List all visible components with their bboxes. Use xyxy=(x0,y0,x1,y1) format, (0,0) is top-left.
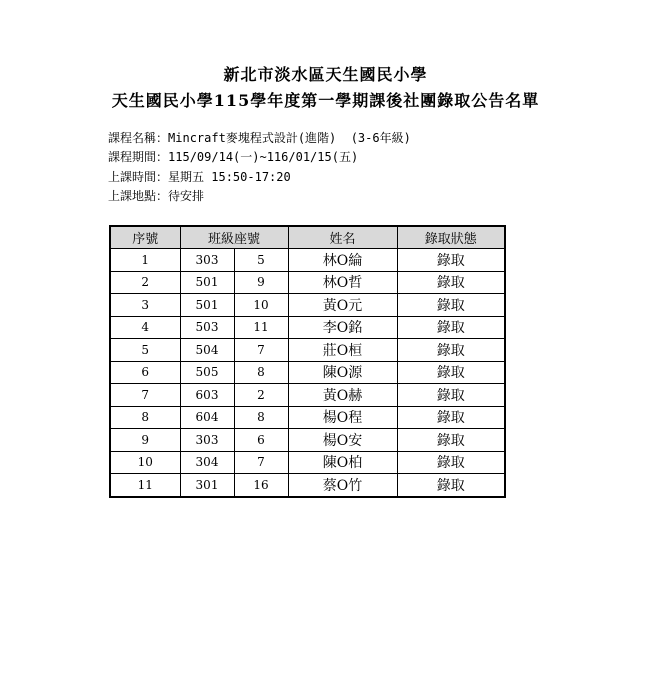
course-name-row xyxy=(108,129,411,148)
cell-seat: 8 xyxy=(234,406,288,429)
cell-status: 錄取 xyxy=(397,361,505,384)
table-row xyxy=(110,451,505,474)
course-period-value: 115/09/14(一)~116/01/15(五) xyxy=(168,150,359,165)
cell-seq: 3 xyxy=(110,294,180,317)
cell-status: 錄取 xyxy=(397,294,505,317)
class-location-value: 待安排 xyxy=(168,188,205,203)
cell-seat: 7 xyxy=(234,339,288,362)
header-class-seat: 班級座號 xyxy=(180,226,288,249)
cell-seq: 6 xyxy=(110,361,180,384)
cell-seat: 11 xyxy=(234,316,288,339)
header-name: 姓名 xyxy=(288,226,397,249)
cell-class: 501 xyxy=(180,294,234,317)
cell-name: 李O銘 xyxy=(288,316,397,339)
cell-name: 楊O安 xyxy=(288,429,397,452)
class-time-value: 星期五 15:50-17:20 xyxy=(168,169,291,184)
cell-status: 錄取 xyxy=(397,406,505,429)
table-row xyxy=(110,294,505,317)
cell-seat: 10 xyxy=(234,294,288,317)
table-row xyxy=(110,271,505,294)
table-row xyxy=(110,361,505,384)
class-time-label: 上課時間： xyxy=(108,169,169,184)
table-row xyxy=(110,316,505,339)
table-row xyxy=(110,384,505,407)
table-row xyxy=(110,474,505,497)
course-period-row xyxy=(108,148,411,167)
cell-seat: 6 xyxy=(234,429,288,452)
announcement-title: 天生國民小學115學年度第一學期課後社團錄取公告名單 xyxy=(111,91,540,110)
cell-seq: 9 xyxy=(110,429,180,452)
cell-status: 錄取 xyxy=(397,316,505,339)
cell-seq: 8 xyxy=(110,406,180,429)
course-name-value: Mincraft麥塊程式設計(進階) (3-6年級) xyxy=(168,131,411,145)
cell-seq: 11 xyxy=(110,474,180,497)
table-row xyxy=(110,429,505,452)
cell-class: 304 xyxy=(180,451,234,474)
cell-name: 蔡O竹 xyxy=(288,474,397,497)
cell-class: 501 xyxy=(180,271,234,294)
cell-seq: 10 xyxy=(110,451,180,474)
header-status: 錄取狀態 xyxy=(397,226,505,249)
cell-name: 陳O源 xyxy=(288,361,397,384)
cell-class: 603 xyxy=(180,384,234,407)
cell-name: 林O綸 xyxy=(288,249,397,272)
table-header-row xyxy=(110,226,505,249)
cell-seq: 1 xyxy=(110,249,180,272)
cell-seat: 16 xyxy=(234,474,288,497)
table-row xyxy=(110,406,505,429)
cell-class: 301 xyxy=(180,474,234,497)
cell-status: 錄取 xyxy=(397,249,505,272)
cell-name: 林O哲 xyxy=(288,271,397,294)
cell-seat: 8 xyxy=(234,361,288,384)
cell-status: 錄取 xyxy=(397,271,505,294)
cell-seat: 5 xyxy=(234,249,288,272)
table-row xyxy=(110,249,505,272)
table-row xyxy=(110,339,505,362)
cell-seq: 7 xyxy=(110,384,180,407)
cell-status: 錄取 xyxy=(397,429,505,452)
cell-seq: 4 xyxy=(110,316,180,339)
course-name-label: 課程名稱： xyxy=(108,131,169,145)
cell-name: 黃O元 xyxy=(288,294,397,317)
cell-name: 陳O柏 xyxy=(288,451,397,474)
cell-name: 黃O赫 xyxy=(288,384,397,407)
cell-seat: 9 xyxy=(234,271,288,294)
cell-name: 莊O桓 xyxy=(288,339,397,362)
table-body xyxy=(110,249,505,497)
cell-class: 504 xyxy=(180,339,234,362)
cell-class: 503 xyxy=(180,316,234,339)
course-period-label: 課程期間： xyxy=(108,150,169,165)
cell-status: 錄取 xyxy=(397,384,505,407)
course-info-block xyxy=(108,129,411,206)
class-time-row xyxy=(108,168,411,187)
cell-status: 錄取 xyxy=(397,474,505,497)
cell-class: 303 xyxy=(180,249,234,272)
cell-class: 604 xyxy=(180,406,234,429)
cell-seat: 7 xyxy=(234,451,288,474)
cell-seat: 2 xyxy=(234,384,288,407)
cell-status: 錄取 xyxy=(397,451,505,474)
header-seq: 序號 xyxy=(110,226,180,249)
cell-seq: 5 xyxy=(110,339,180,362)
class-location-row xyxy=(108,187,411,206)
cell-class: 303 xyxy=(180,429,234,452)
cell-name: 楊O程 xyxy=(288,406,397,429)
school-name-heading: 新北市淡水區天生國民小學 xyxy=(223,65,428,84)
cell-seq: 2 xyxy=(110,271,180,294)
cell-status: 錄取 xyxy=(397,339,505,362)
admission-table xyxy=(109,225,506,498)
class-location-label: 上課地點： xyxy=(108,188,169,203)
cell-class: 505 xyxy=(180,361,234,384)
